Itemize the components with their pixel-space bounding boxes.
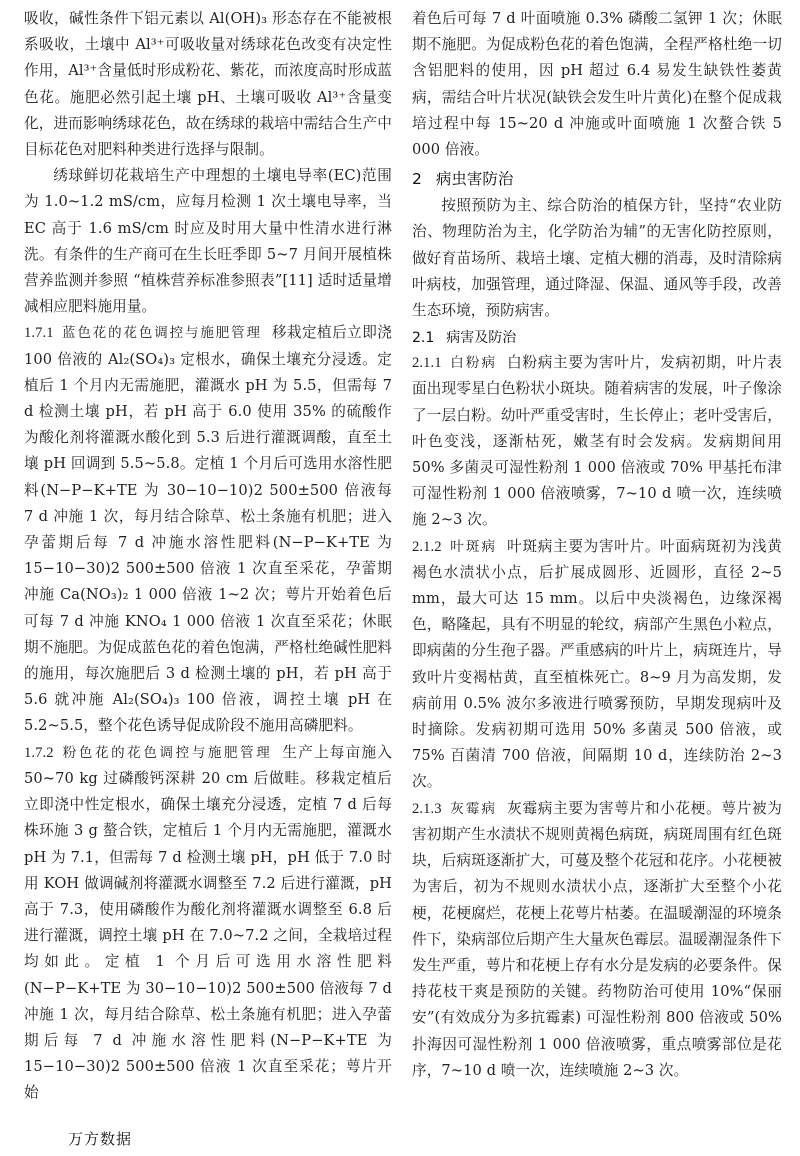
section-title: 灰霉病 [449, 800, 498, 817]
section-title: 蓝色花的花色调控与施肥管理 [61, 325, 262, 342]
section-1-7-1 [24, 320, 392, 739]
paragraph-al-absorption: 吸收，碱性条件下铝元素以 Al(OH)₃ 形态存在不能被根系吸收，土壤中 Al³⁺可吸收量对绣球花色改变有决定性作用，Al³⁺含量低时形成粉花、紫花，而浓度高时形成蓝色花。施肥必然引起土壤 pH、土壤可吸收 Al³⁺含量变化，进而影响绣球花色，故在绣球的栽培中需结合生产中目标花色对肥料种类进行选择与限制。 [24, 10, 392, 159]
heading-number: 2 [412, 170, 422, 189]
section-title: 粉色花的花色调控与施肥管理 [61, 744, 273, 761]
heading-title: 病害及防治 [446, 330, 517, 347]
section-2-1-1 [412, 350, 782, 533]
paragraph-prevention-policy: 按照预防为主、综合防治的植保方针，坚持“农业防治、物理防治为主，化学防治为辅”的无害化防控原则，做好育苗场所、栽培土壤、定植大棚的消毒，及时清除病叶病枝，加强管理，通过降湿、保温、通风等手段，改善生态环境，预防病害。 [412, 197, 782, 320]
section-number: 1.7.1 [24, 325, 54, 342]
section-number: 2.1.1 [412, 355, 442, 372]
section-title: 白粉病 [449, 355, 498, 372]
section-body: 叶斑病主要为害叶片。叶面病斑初为浅黄褐色水渍状小点，后扩展成圆形、近圆形，直径 2~5 mm，最大可达 15 mm。以后中央淡褐色，边缘深褐色，略隆起，具有不明显的轮纹，病部产生黑色小粒点，即病菌的分生孢子器。严重感病的叶片上，病斑连片，导致叶片变褐枯黄，直至植株死亡。8~9 月为高发期，发病前用 0.5% 波尔多液进行喷雾预防，早期发现病叶及时摘除。发病初期可选用 50% 多菌灵 500 倍液，或 75% 百菌清 700 倍液，间隔期 10 d，连续防治 2~3 次。 [412, 537, 783, 791]
section-number: 1.7.2 [24, 744, 54, 761]
section-2-1-3 [412, 796, 782, 1084]
section-body: 移栽定植后立即浇 100 倍液的 Al₂(SO₄)₃ 定根水，确保土壤充分浸透。定植后 1 个月内无需施肥，灌溉水 pH 为 5.5，但需每 7 d 检测土壤 pH，若 pH 高于 6.0 使用 35% 的硫酸作为酸化剂将灌溉水酸化到 5.3 后进行灌溉调酸，直至土壤 pH 回调到 5.5~5.8。定植 1 个月后可选用水溶性肥料(N−P−K+TE 为 30−10−10)2 500±500 倍液每 7 d 冲施 1 次，每月结合除草、松土条施有机肥；进入孕蕾期后每 7 d 冲施水溶性肥料(N−P−K+TE 为 15−10−30)2 500±500 倍液 1 次直至采花，孕蕾期冲施 Ca(NO₃)₂ 1 000 倍液 1~2 次；萼片开始着色后可每 7 d 冲施 KNO₄ 1 000 倍液 1 次直至采花；休眠期不施肥。为促成蓝色花的着色饱满，严格杜绝碱性肥料的施用，每次施肥后 3 d 检测土壤的 pH，若 pH 高于 5.6 就冲施 Al₂(SO₄)₃ 100 倍液，调控土壤 pH 在 5.2~5.5，整个花色诱导促成阶段不施用高磷肥料。 [24, 324, 392, 735]
section-number: 2.1.3 [412, 800, 442, 817]
left-column [24, 6, 392, 1107]
paragraph-pink-continued: 着色后可每 7 d 叶面喷施 0.3% 磷酸二氢钾 1 次；休眠期不施肥。为促成粉色花的着色饱满，全程严格杜绝一切含铝肥料的使用，因 pH 超过 6.4 易发生缺铁性萎黄病，需结合叶片状况(缺铁会发生叶片黄化)在整个促成栽培过程中每 15~20 d 冲施或叶面喷施 1 次螯合铁 5 000 倍液。 [412, 10, 782, 159]
heading-title: 病虫害防治 [435, 170, 514, 189]
heading-pest-control [412, 165, 782, 193]
section-1-7-2 [24, 740, 392, 1107]
paragraph-ec: 绣球鲜切花栽培生产中理想的土壤电导率(EC)范围为 1.0~1.2 mS/cm，应每月检测 1 次土壤电导率，当 EC 高于 1.6 mS/cm 时应及时用大量中性清水进行淋洗。有条件的生产商可在生长旺季即 5~7 月间开展植株营养监测并参照 “植株营养标准参照表”[11] 适时适量增减相应肥料施用量。 [24, 167, 392, 316]
heading-diseases [412, 326, 782, 350]
section-number: 2.1.2 [412, 538, 442, 555]
right-column [412, 6, 782, 1084]
watermark-footer: 万方数据 [68, 1130, 133, 1148]
heading-number: 2.1 [412, 330, 435, 347]
section-body: 白粉病主要为害叶片，发病初期，叶片表面出现零星白色粉状小斑块。随着病害的发展，叶子像涂了一层白粉。幼叶严重受害时，生长停止；老叶受害后，叶色变浅，逐渐枯死，嫩茎有时会发病。发病期间用 50% 多菌灵可湿性粉剂 1 000 倍液或 70% 甲基托布津可湿性粉剂 1 000 倍液喷雾，7~10 d 喷一次，连续喷施 2~3 次。 [412, 354, 783, 529]
section-body: 灰霉病主要为害萼片和小花梗。萼片被为害初期产生水渍状不规则黄褐色病斑，病斑周围有红色斑块，后病斑逐渐扩大，可蔓及整个花冠和花序。小花梗被为害后，初为不规则水渍状小点，逐渐扩大至整个小花梗，花梗腐烂，花梗上花萼片枯萎。在温暖潮湿的环境条件下，染病部位后期产生大量灰色霉层。温暖潮湿条件下发生严重，萼片和花梗上存有水分是发病的必要条件。保持花枝干爽是预防的关键。药物防治可使用 10%“保丽安”(有效成分为多抗霉素) 可湿性粉剂 800 倍液或 50% 扑海因可湿性粉剂 1 000 倍液喷雾，重点喷雾部位是花序，7~10 d 喷一次，连续喷施 2~3 次。 [412, 799, 783, 1079]
section-title: 叶斑病 [449, 538, 498, 555]
section-body: 生产上每亩施入 50~70 kg 过磷酸钙深耕 20 cm 后做畦。移栽定植后立即浇中性定根水，确保土壤充分浸透，定植 7 d 后每株环施 3 g 螯合铁，定植后 1 个月内无需施肥，灌溉水 pH 为 7.1，但需每 7 d 检测土壤 pH，pH 低于 7.0 时用 KOH 做调碱剂将灌溉水调整至 7.2 后进行灌溉，pH 高于 7.3，使用磷酸作为酸化剂将灌溉水调整至 6.8 后进行灌溉，调控土壤 pH 在 7.0~7.2 之间，全栽培过程均如此。定植 1 个月后可选用水溶性肥料 (N−P−K+TE 为 30−10−10)2 500±500 倍液每 7 d 冲施 1 次，每月结合除草、松土条施有机肥；进入孕蕾期后每 7 d 冲施水溶性肥料(N−P−K+TE 为 15−10−30)2 500±500 倍液 1 次直至采花；萼片开始 [24, 743, 392, 1102]
section-2-1-2 [412, 534, 782, 796]
